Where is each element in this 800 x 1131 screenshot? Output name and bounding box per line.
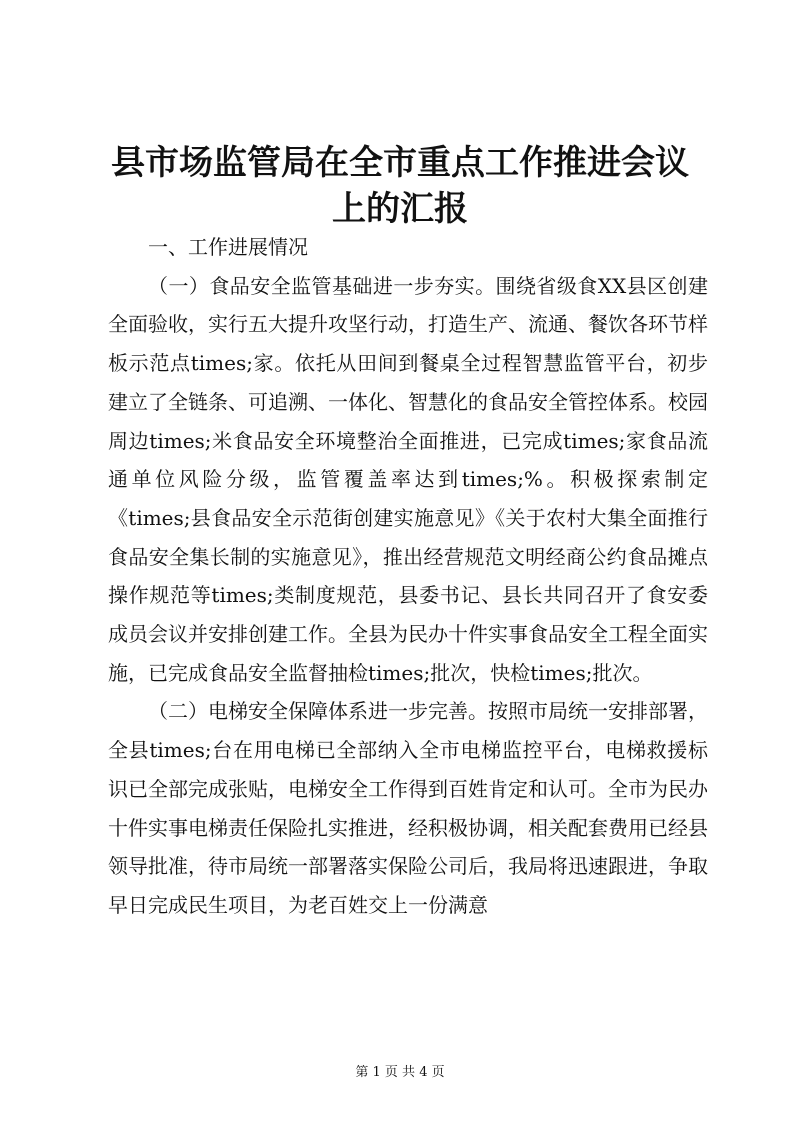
document-body <box>108 228 708 925</box>
page-footer: 第 1 页 共 4 页 <box>355 1065 445 1080</box>
body-paragraph: （二）电梯安全保障体系进一步完善。按照市局统一安排部署，全县times;台在用电梯已全部纳入全市电梯监控平台，电梯救援标识已全部完成张贴，电梯安全工作得到百姓肯定和认可。全市为民办十件实事电梯责任保险扎实推进，经积极协调，相关配套费用已经县领导批准，待市局统一部署落实保险公司后，我局将迅速跟进，争取早日完成民生项目，为老百姓交上一份满意 <box>108 699 708 917</box>
section-heading: 一、工作进展情况 <box>148 235 308 259</box>
document-title: 县市场监管局在全市重点工作推进会议上的汇报 <box>111 143 689 229</box>
body-paragraph: （一）食品安全监管基础进一步夯实。围绕省级食XX县区创建全面验收，实行五大提升攻坚行动，打造生产、流通、餐饮各环节样板示范点times;家。依托从田间到餐桌全过程智慧监管平台，初步建立了全链条、可追溯、一体化、智慧化的食品安全管控体系。校园周边times;米食品安全环境整治全面推进，已完成times;家食品流通单位风险分级，监管覆盖率达到times;%。积极探索制定《times;县食品安全示范街创建实施意见》《关于农村大集全面推行食品安全集长制的实施意见》，推出经营规范文明经商公约食品摊点操作规范等times;类制度规范，县委书记、县长共同召开了食安委成员会议并安排创建工作。全县为民办十件实事食品安全工程全面实施，已完成食品安全监督抽检times;批次，快检times;批次。 <box>108 273 708 685</box>
